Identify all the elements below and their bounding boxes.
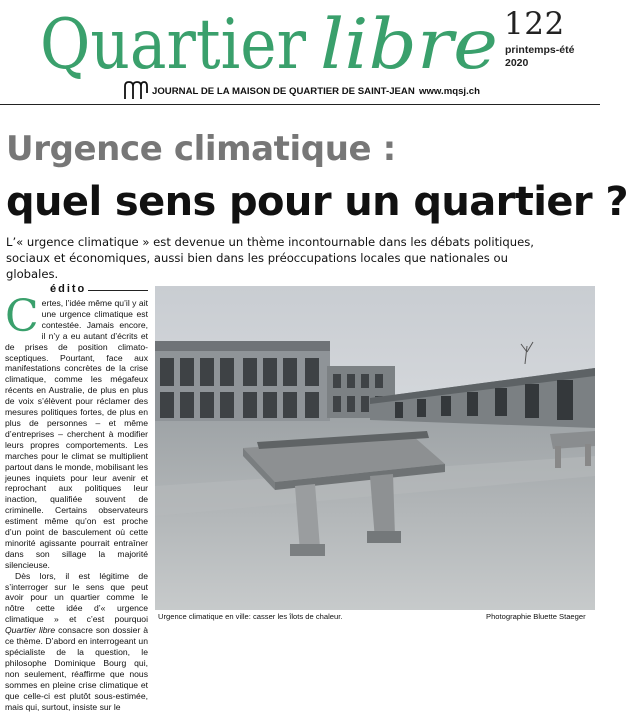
edito-body	[5, 291, 148, 712]
masthead-divider	[0, 104, 600, 105]
photo-caption: Urgence climatique en ville: casser les îlots de chaleur.	[158, 612, 343, 621]
article-photo	[155, 286, 595, 610]
edito-paragraph-1-text: ertes, l’idée même qu’il y ait une urgence climatique est contestée. Jamais encore, il n’y a eu autant d’écrits et de prises de position climato-sceptiques. Pourtant, face aux manifestations concrètes de la crise climatique, comme les mégafeux récents en Australie, de plus en plus de voix s’élèvent pour réclamer des mesures politiques fortes, de plus en plus de personnes – et même d’entreprises – cherchent à modifier leurs propres comportements. Les marches pour le climat se multiplient partout dans le monde, mobilisant les jeunes inquiets pour leur avenir et reprochant aux politiques leur inaction, qualifiée souvent de criminelle. Certains observateurs estiment même qu’on est proche d’un point de basculement où cette minorité agissante pourrait entraîner dans son sillage la majorité silencieuse.	[5, 298, 148, 570]
edito-label: édito	[50, 283, 87, 295]
issue-number: 122	[504, 6, 565, 42]
headline-line-1: Urgence climatique :	[6, 129, 396, 169]
masthead-title	[40, 5, 502, 85]
masthead-title-libre: libre	[320, 5, 498, 85]
edito-paragraph-2-text-a: Dès lors, il est légitime de s’interroger sur le sens que peut avoir pour un quartier comme le nôtre cette idée d’« urgence climatique » et c’est pourquoi	[5, 570, 148, 625]
mqsj-logo-icon	[124, 80, 148, 100]
issue-season: printemps-été	[505, 44, 575, 56]
edito-paragraph-2-text-b: consacre son dossier à ce thème. D’abord en interrogeant un spécialiste de la question, le philosophe Dominique Bourg qui, non seulement, réaffirme que nous sommes en pleine crise climatique et que celle-ci est plutôt sous-estimée, mais qui, surtout, insiste sur le	[5, 625, 148, 712]
edito-dropcap: C	[5, 291, 39, 342]
headline-line-2: quel sens pour un quartier ?	[6, 179, 628, 225]
lead-paragraph: L’« urgence climatique » est devenue un thème incontournable dans les débats politiques, sociaux et économiques, aussi bien dans les préoccupations locales que nationales ou globales.	[6, 235, 534, 281]
photo-credit: Photographie Bluette Staeger	[486, 612, 586, 621]
edito-paragraph-2	[5, 571, 148, 712]
issue-year: 2020	[505, 57, 529, 69]
website-link[interactable]: www.mqsj.ch	[419, 86, 480, 97]
masthead-title-quartier: Quartier	[40, 5, 307, 85]
edito-paragraph-2-italic: Quartier libre	[5, 625, 56, 636]
edito-paragraph-1	[5, 291, 148, 571]
edito-divider	[88, 290, 148, 291]
masthead-subtitle: JOURNAL DE LA MAISON DE QUARTIER DE SAINT-JEAN	[152, 86, 415, 97]
